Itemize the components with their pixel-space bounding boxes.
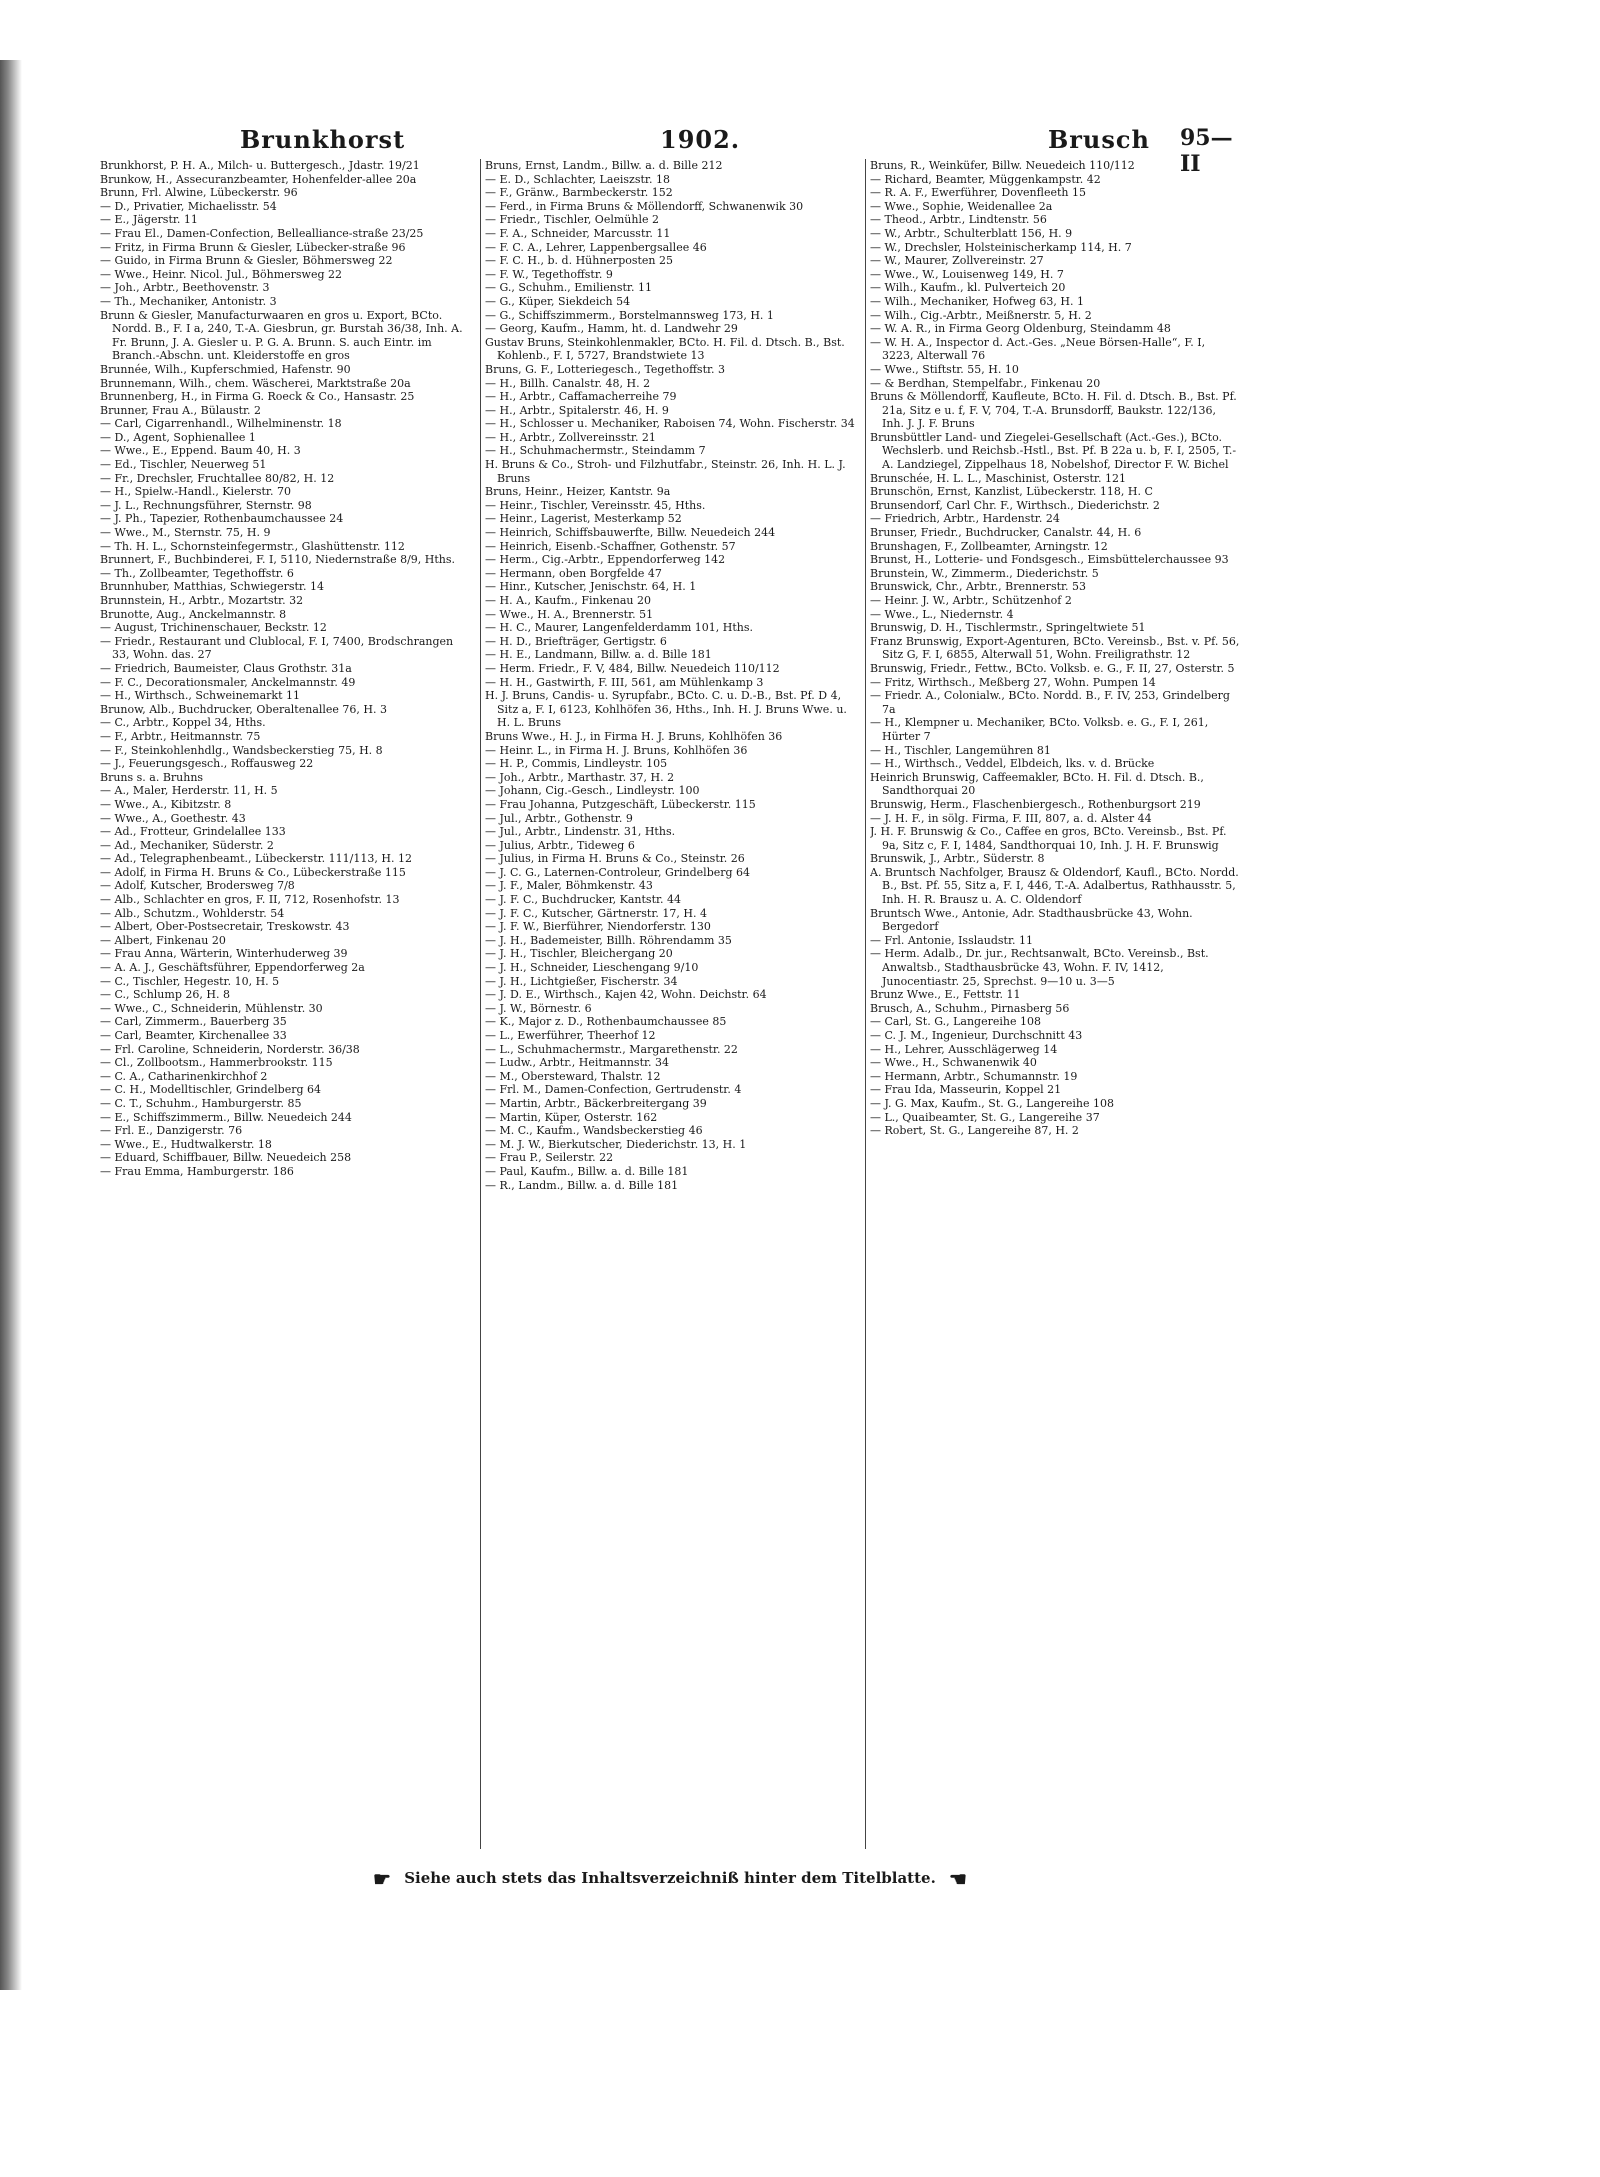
directory-entry: — H., Wirthsch., Veddel, Elbdeich, lks. v. d. Brücke xyxy=(870,757,1155,771)
column-divider xyxy=(865,159,866,1849)
directory-entry: — Heinr. L., in Firma H. J. Bruns, Kohlhöfen 36 xyxy=(485,743,748,757)
directory-entry: — H. E., Landmann, Billw. a. d. Bille 181 xyxy=(485,648,712,662)
directory-entry: — J. G. Max, Kaufm., St. G., Langereihe 108 xyxy=(870,1096,1115,1110)
directory-entry: — M. J. W., Bierkutscher, Diederichstr. 13, H. 1 xyxy=(485,1137,747,1151)
directory-entry: H. Bruns & Co., Stroh- und Filzhutfabr., Steinstr. 26, Inh. H. L. J. Bruns xyxy=(485,458,846,485)
directory-entry: — G., Schiffszimmerm., Borstelmannsweg 173, H. 1 xyxy=(485,308,774,322)
directory-entry: J. H. F. Brunswig & Co., Caffee en gros, BCto. Vereinsb., Bst. Pf. 9a, Sitz c, F. I, 1484, Sandthorquai 10, Inh. J. H. F. Brunswig xyxy=(870,825,1227,852)
directory-entry: — Robert, St. G., Langereihe 87, H. 2 xyxy=(870,1124,1079,1138)
directory-entry: — Wwe., H. A., Brennerstr. 51 xyxy=(485,607,654,621)
directory-entry: Brunschée, H. L. L., Maschinist, Osterstr. 121 xyxy=(870,471,1126,485)
directory-entry: — E. D., Schlachter, Laeiszstr. 18 xyxy=(485,172,670,186)
directory-entry: Brusch, A., Schuhm., Pirnasberg 56 xyxy=(870,1001,1070,1015)
directory-entry: Heinrich Brunswig, Caffeemakler, BCto. H. Fil. d. Dtsch. B., Sandthorquai 20 xyxy=(870,770,1204,798)
directory-entry: — Ad., Telegraphenbeamt., Lübeckerstr. 111/113, H. 12 xyxy=(100,852,412,866)
directory-entry: — F., Gränw., Barmbeckerstr. 152 xyxy=(485,186,673,200)
directory-entry: — Jul., Arbtr., Gothenstr. 9 xyxy=(485,811,633,825)
directory-entry: — Ludw., Arbtr., Heitmannstr. 34 xyxy=(485,1056,670,1070)
directory-entry: — Wwe., L., Niedernstr. 4 xyxy=(870,607,1014,621)
page-number: 95—II xyxy=(1180,125,1233,177)
directory-entry: — Herm., Cig.-Arbtr., Eppendorferweg 142 xyxy=(485,553,726,567)
directory-entry: — L., Schuhmachermstr., Margarethenstr. 22 xyxy=(485,1042,738,1056)
directory-entry: — E., Jägerstr. 11 xyxy=(100,213,198,227)
directory-entry: Brunstein, W., Zimmerm., Diederichstr. 5 xyxy=(870,566,1099,580)
directory-entry: — W., Drechsler, Holsteinischerkamp 114, H. 7 xyxy=(870,240,1132,254)
directory-entry: — Herm. Adalb., Dr. jur., Rechtsanwalt, BCto. Vereinsb., Bst. Anwaltsb., Stadthausbrücke 43, Wohn. F. IV, 1412, Junocentiastr. 25, Sprechst. 9—10 u. 3—5 xyxy=(870,947,1209,988)
directory-entry: — J. H. F., in sölg. Firma, F. III, 807, a. d. Alster 44 xyxy=(870,811,1152,825)
directory-entry: — E., Schiffszimmerm., Billw. Neuedeich 244 xyxy=(100,1110,352,1124)
directory-entry: — Frl. Antonie, Isslaudstr. 11 xyxy=(870,933,1034,947)
directory-entry: Brunn & Giesler, Manufacturwaaren en gros u. Export, BCto. Nordd. B., F. I a, 240, T.-A. Giesbrun, gr. Burstah 36/38, Inh. A. Fr. Brunn, J. A. Giesler u. P. G. A. Brunn. S. auch Eintr. im Branch.-Abschn. unt. Kleiderstoffe en gros xyxy=(100,308,463,363)
directory-entry: — Hermann, Arbtr., Schumannstr. 19 xyxy=(870,1069,1078,1083)
directory-entry: — Julius, in Firma H. Bruns & Co., Steinstr. 26 xyxy=(485,852,745,866)
directory-entry: Brunner, Frau A., Bülaustr. 2 xyxy=(100,403,262,417)
directory-entry: — Theod., Arbtr., Lindtenstr. 56 xyxy=(870,213,1047,227)
directory-entry: Brunswik, J., Arbtr., Süderstr. 8 xyxy=(870,852,1045,866)
directory-entry: Brunswick, Chr., Arbtr., Brennerstr. 53 xyxy=(870,580,1087,594)
directory-entry: — W., Arbtr., Schulterblatt 156, H. 9 xyxy=(870,226,1073,240)
footer-note xyxy=(360,1867,980,1891)
directory-entry: — H., Arbtr., Zollvereinsstr. 21 xyxy=(485,430,656,444)
directory-entry: — W., Maurer, Zollvereinstr. 27 xyxy=(870,254,1044,268)
directory-entry: — Friedrich, Baumeister, Claus Grothstr. 31a xyxy=(100,661,352,675)
directory-entry: — Frl. M., Damen-Confection, Gertrudenstr. 4 xyxy=(485,1083,742,1097)
directory-entry: — Frau Emma, Hamburgerstr. 186 xyxy=(100,1164,294,1178)
directory-entry: — H. D., Briefträger, Gertigstr. 6 xyxy=(485,634,667,648)
directory-entry: Gustav Bruns, Steinkohlenmakler, BCto. H. Fil. d. Dtsch. B., Bst. Kohlenb., F. I, 5727, Brandstwiete 13 xyxy=(485,335,845,363)
directory-entry: — Frau Anna, Wärterin, Winterhuderweg 39 xyxy=(100,947,348,961)
directory-entry: — Adolf, in Firma H. Bruns & Co., Lübeckerstraße 115 xyxy=(100,865,406,879)
directory-entry: — Wwe., Sophie, Weidenallee 2a xyxy=(870,199,1053,213)
directory-entry: — G., Küper, Siekdeich 54 xyxy=(485,294,631,308)
directory-entry: Brunz Wwe., E., Fettstr. 11 xyxy=(870,988,1021,1002)
directory-entry: — Frl. E., Danzigerstr. 76 xyxy=(100,1124,243,1138)
directory-entry: — Alb., Schlachter en gros, F. II, 712, Rosenhofstr. 13 xyxy=(100,893,400,907)
directory-entry: — Wwe., W., Louisenweg 149, H. 7 xyxy=(870,267,1064,281)
directory-entry: Bruns & Möllendorff, Kaufleute, BCto. H. Fil. d. Dtsch. B., Bst. Pf. 21a, Sitz e u. f, F. V, 704, T.-A. Brunsdorff, Baukstr. 122/136, Inh. J. J. F. Bruns xyxy=(870,390,1237,431)
directory-entry: — J. Ph., Tapezier, Rothenbaumchaussee 24 xyxy=(100,512,344,526)
directory-entry: — H. C., Maurer, Langenfelderdamm 101, Hths. xyxy=(485,621,753,635)
header-left-catchword: Brunkhorst xyxy=(240,125,406,154)
directory-entry: — H. H., Gastwirth, F. III, 561, am Mühlenkamp 3 xyxy=(485,675,764,689)
directory-entry: — Frau Johanna, Putzgeschäft, Lübeckerstr. 115 xyxy=(485,797,756,811)
directory-entry: — A., Maler, Herderstr. 11, H. 5 xyxy=(100,784,278,798)
directory-entry: — F. C. H., b. d. Hühnerposten 25 xyxy=(485,254,674,268)
directory-entry: — L., Quaibeamter, St. G., Langereihe 37 xyxy=(870,1110,1100,1124)
directory-entry: — H. P., Commis, Lindleystr. 105 xyxy=(485,757,668,771)
directory-entry: — Friedr. A., Colonialw., BCto. Nordd. B., F. IV, 253, Grindelberg 7a xyxy=(870,689,1230,716)
directory-entry: — Wilh., Kaufm., kl. Pulverteich 20 xyxy=(870,281,1066,295)
directory-entry: — Martin, Arbtr., Bäckerbreitergang 39 xyxy=(485,1096,707,1110)
directory-entry: — J. F., Maler, Böhmkenstr. 43 xyxy=(485,879,653,893)
directory-entry: Bruns, Heinr., Heizer, Kantstr. 9a xyxy=(485,485,671,499)
directory-entry: — Hinr., Kutscher, Jenischstr. 64, H. 1 xyxy=(485,580,697,594)
directory-entry: — Alb., Schutzm., Wohlderstr. 54 xyxy=(100,906,285,920)
directory-entry: — Fritz, Wirthsch., Meßberg 27, Wohn. Pumpen 14 xyxy=(870,675,1156,689)
directory-entry: — Wwe., A., Kibitzstr. 8 xyxy=(100,797,232,811)
directory-entry: — J. F. C., Buchdrucker, Kantstr. 44 xyxy=(485,893,682,907)
directory-entry: — F., Steinkohlenhdlg., Wandsbeckerstieg 75, H. 8 xyxy=(100,743,383,757)
directory-entry: — H., Schlosser u. Mechaniker, Raboisen 74, Wohn. Fischerstr. 34 xyxy=(485,417,855,431)
directory-entry: — F. A., Schneider, Marcusstr. 11 xyxy=(485,226,671,240)
header-year: 1902. xyxy=(660,125,741,154)
directory-entry: Brunn, Frl. Alwine, Lübeckerstr. 96 xyxy=(100,186,298,200)
directory-entry: — C. T., Schuhm., Hamburgerstr. 85 xyxy=(100,1096,302,1110)
directory-entry: Brunnstein, H., Arbtr., Mozartstr. 32 xyxy=(100,594,304,607)
directory-entry: — K., Major z. D., Rothenbaumchaussee 85 xyxy=(485,1015,727,1029)
directory-entry: — H., Wirthsch., Schweinemarkt 11 xyxy=(100,689,300,703)
directory-entry: Brunow, Alb., Buchdrucker, Oberaltenallee 76, H. 3 xyxy=(100,702,388,716)
directory-entry: — C. J. M., Ingenieur, Durchschnitt 43 xyxy=(870,1029,1083,1042)
pointing-hand-right-icon: ☛ xyxy=(373,1867,391,1891)
directory-entry: — J. D. E., Wirthsch., Kajen 42, Wohn. Deichstr. 64 xyxy=(485,988,767,1002)
directory-entry: — Martin, Küper, Osterstr. 162 xyxy=(485,1110,658,1124)
column-1 xyxy=(100,159,470,1849)
directory-entry: — A. A. J., Geschäftsführer, Eppendorferweg 2a xyxy=(100,961,365,975)
directory-entry: — Carl, Cigarrenhandl., Wilhelminenstr. 18 xyxy=(100,417,342,431)
directory-entry: — Wilh., Cig.-Arbtr., Meißnerstr. 5, H. 2 xyxy=(870,308,1092,322)
directory-entry: Brunotte, Aug., Anckelmannstr. 8 xyxy=(100,607,287,621)
directory-entry: — C., Schlump 26, H. 8 xyxy=(100,988,230,1002)
directory-entry: — F. C., Decorationsmaler, Anckelmannstr. 49 xyxy=(100,675,356,689)
directory-entry: — Heinrich, Eisenb.-Schaffner, Gothenstr. 57 xyxy=(485,539,736,553)
directory-entry: — Th., Zollbeamter, Tegethoffstr. 6 xyxy=(100,566,294,580)
directory-entry: Franz Brunswig, Export-Agenturen, BCto. Vereinsb., Bst. v. Pf. 56, Sitz G, F. I, 6855, Alterwall 51, Wohn. Freiligrathstr. 12 xyxy=(870,634,1240,662)
directory-entry: — Albert, Ober-Postsecretair, Treskowstr. 43 xyxy=(100,920,350,934)
directory-entry: — Wwe., A., Goethestr. 43 xyxy=(100,811,246,825)
directory-entry: — Heinr. J. W., Arbtr., Schützenhof 2 xyxy=(870,594,1072,607)
directory-entry: Bruns s. a. Bruhns xyxy=(100,770,204,784)
directory-entry: — Jul., Arbtr., Lindenstr. 31, Hths. xyxy=(485,825,676,839)
directory-entry: — Adolf, Kutscher, Brodersweg 7/8 xyxy=(100,879,295,893)
directory-entry: Brunst, H., Lotterie- und Fondsgesch., Eimsbüttelerchaussee 93 xyxy=(870,553,1229,567)
directory-entry: — Wwe., M., Sternstr. 75, H. 9 xyxy=(100,526,271,540)
directory-entry: — Heinr., Tischler, Vereinsstr. 45, Hths. xyxy=(485,498,706,512)
directory-entry: Brunnhuber, Matthias, Schwiegerstr. 14 xyxy=(100,580,324,594)
pointing-hand-left-icon: ☚ xyxy=(949,1867,967,1891)
directory-entry: A. Bruntsch Nachfolger, Brausz & Oldendorf, Kaufl., BCto. Nordd. B., Bst. Pf. 55, Sitz a, F. I, 446, T.-A. Adalbertus, Rathhausstr. 5, Inh. H. R. Brausz u. A. C. Oldendorf xyxy=(870,865,1239,907)
directory-entry: H. J. Bruns, Candis- u. Syrupfabr., BCto. C. u. D.-B., Bst. Pf. D 4, Sitz a, F. I, 6123, Kohlhöfen 36, Hths., Inh. H. J. Bruns Wwe. u. H. L. Bruns xyxy=(485,689,847,730)
footer-text: Siehe auch stets das Inhaltsverzeichniß hinter dem Titelblatte. xyxy=(404,1869,936,1887)
directory-entry: — J. C. G., Laternen-Controleur, Grindelberg 64 xyxy=(485,865,751,879)
directory-entry: — Joh., Arbtr., Beethovenstr. 3 xyxy=(100,281,270,295)
directory-entry: — F., Arbtr., Heitmannstr. 75 xyxy=(100,729,261,743)
directory-entry: Bruntsch Wwe., Antonie, Adr. Stadthausbrücke 43, Wohn. Bergedorf xyxy=(870,906,1193,934)
directory-entry: — J. H., Lichtgießer, Fischerstr. 34 xyxy=(485,974,678,988)
directory-entry: — Heinr., Lagerist, Mesterkamp 52 xyxy=(485,512,682,526)
directory-entry: — H., Schuhmachermstr., Steindamm 7 xyxy=(485,444,706,458)
directory-entry: — Th., Mechaniker, Antonistr. 3 xyxy=(100,294,277,308)
directory-entry: — M. C., Kaufm., Wandsbeckerstieg 46 xyxy=(485,1124,703,1138)
directory-entry: — R., Landm., Billw. a. d. Bille 181 xyxy=(485,1178,679,1192)
directory-entry: — Carl, Beamter, Kirchenallee 33 xyxy=(100,1029,287,1042)
directory-entry: — Hermann, oben Borgfelde 47 xyxy=(485,566,662,580)
directory-page xyxy=(100,115,1240,1915)
directory-entry: Brunswig, D. H., Tischlermstr., Springeltwiete 51 xyxy=(870,621,1146,635)
directory-entry: — Albert, Finkenau 20 xyxy=(100,933,226,947)
directory-entry: — Julius, Arbtr., Tideweg 6 xyxy=(485,838,635,852)
directory-entry: — Paul, Kaufm., Billw. a. d. Bille 181 xyxy=(485,1164,689,1178)
directory-entry: — Herm. Friedr., F. V, 484, Billw. Neuedeich 110/112 xyxy=(485,661,780,675)
scan-binding-edge xyxy=(0,60,22,1990)
directory-entry: — Wwe., Heinr. Nicol. Jul., Böhmersweg 22 xyxy=(100,267,342,281)
directory-entry: — Georg, Kaufm., Hamm, ht. d. Landwehr 29 xyxy=(485,322,738,336)
directory-entry: Bruns, G. F., Lotteriegesch., Tegethoffstr. 3 xyxy=(485,362,726,376)
directory-entry: Brunshagen, F., Zollbeamter, Arningstr. 12 xyxy=(870,539,1108,553)
directory-entry: — Ferd., in Firma Bruns & Möllendorff, Schwanenwik 30 xyxy=(485,199,804,213)
directory-entry: — Heinrich, Schiffsbauwerfte, Billw. Neuedeich 244 xyxy=(485,526,776,540)
directory-entry: — Ad., Frotteur, Grindelallee 133 xyxy=(100,825,286,839)
directory-entry: — Guido, in Firma Brunn & Giesler, Böhmersweg 22 xyxy=(100,254,393,268)
directory-entry: — Eduard, Schiffbauer, Billw. Neuedeich 258 xyxy=(100,1151,352,1165)
directory-entry: — C. A., Catharinenkirchhof 2 xyxy=(100,1069,268,1083)
directory-entry: — W. A. R., in Firma Georg Oldenburg, Steindamm 48 xyxy=(870,322,1171,336)
directory-entry: Brunsbüttler Land- und Ziegelei-Gesellschaft (Act.-Ges.), BCto. Wechslerb. und Reichsb.-Hstl., Bst. Pf. B 22a u. b, F. I, 2505, T.-A. Landziegel, Zippelhaus 18, Nobelshof, Director F. W. Bichel xyxy=(870,430,1237,472)
directory-entry: Brunswig, Herm., Flaschenbiergesch., Rothenburgsort 219 xyxy=(870,797,1201,811)
directory-entry: Bruns, Ernst, Landm., Billw. a. d. Bille 212 xyxy=(485,159,723,172)
directory-entry: — Friedr., Tischler, Oelmühle 2 xyxy=(485,213,659,227)
directory-entry: — Wwe., C., Schneiderin, Mühlenstr. 30 xyxy=(100,1001,323,1015)
directory-entry: — J. H., Schneider, Lieschengang 9/10 xyxy=(485,961,699,975)
directory-entry: Brunschön, Ernst, Kanzlist, Lübeckerstr. 118, H. C xyxy=(870,485,1153,499)
directory-entry: — C. H., Modelltischler, Grindelberg 64 xyxy=(100,1083,322,1097)
directory-entry: — Ad., Mechaniker, Süderstr. 2 xyxy=(100,838,274,852)
directory-entry: — J. H., Bademeister, Billh. Röhrendamm 35 xyxy=(485,933,732,947)
directory-entry: — Frau El., Damen-Confection, Bellealliance-straße 23/25 xyxy=(100,226,424,240)
column-divider xyxy=(480,159,481,1849)
directory-entry: — H., Arbtr., Spitalerstr. 46, H. 9 xyxy=(485,403,669,417)
directory-entry: — Carl, St. G., Langereihe 108 xyxy=(870,1015,1041,1029)
directory-entry: — H. A., Kaufm., Finkenau 20 xyxy=(485,594,651,607)
directory-entry: — Carl, Zimmerm., Bauerberg 35 xyxy=(100,1015,287,1029)
directory-entry: — H., Spielw.-Handl., Kielerstr. 70 xyxy=(100,485,291,499)
directory-entry: — Frl. Caroline, Schneiderin, Norderstr. 36/38 xyxy=(100,1042,360,1056)
directory-entry: — J. F. C., Kutscher, Gärtnerstr. 17, H. 4 xyxy=(485,906,707,920)
directory-entry: — G., Schuhm., Emilienstr. 11 xyxy=(485,281,652,295)
directory-entry: — Ed., Tischler, Neuerweg 51 xyxy=(100,458,267,472)
directory-entry: — J., Feuerungsgesch., Roffausweg 22 xyxy=(100,757,314,771)
directory-entry: — J. H., Tischler, Bleichergang 20 xyxy=(485,947,673,961)
directory-entry: — Friedr., Restaurant und Clublocal, F. I, 7400, Brodschrangen 33, Wohn. das. 27 xyxy=(100,634,454,662)
column-3 xyxy=(870,159,1240,1849)
directory-entry: — Wwe., E., Eppend. Baum 40, H. 3 xyxy=(100,444,301,458)
directory-entry: Brunnenberg, H., in Firma G. Roeck & Co., Hansastr. 25 xyxy=(100,390,415,404)
directory-entry: — J. W., Börnestr. 6 xyxy=(485,1001,592,1015)
directory-entry: — Johann, Cig.-Gesch., Lindleystr. 100 xyxy=(485,784,700,798)
directory-entry: — H., Klempner u. Mechaniker, BCto. Volksb. e. G., F. I, 261, Hürter 7 xyxy=(870,716,1209,743)
directory-entry: Brunnemann, Wilh., chem. Wäscherei, Marktstraße 20a xyxy=(100,376,411,390)
directory-entry: Brunnert, F., Buchbinderei, F. I, 5110, Niedernstraße 8/9, Hths. xyxy=(100,553,456,567)
directory-entry: — D., Privatier, Michaelisstr. 54 xyxy=(100,199,277,213)
directory-entry: — Cl., Zollbootsm., Hammerbrookstr. 115 xyxy=(100,1056,333,1070)
directory-entry: — R. A. F., Ewerführer, Dovenfleeth 15 xyxy=(870,186,1086,200)
directory-entry: — D., Agent, Sophienallee 1 xyxy=(100,430,256,444)
directory-entry: — H., Tischler, Langemühren 81 xyxy=(870,743,1051,757)
directory-entry: — H., Billh. Canalstr. 48, H. 2 xyxy=(485,376,651,390)
directory-entry: — H., Arbtr., Caffamacherreihe 79 xyxy=(485,390,677,404)
directory-entry: — Frau P., Seilerstr. 22 xyxy=(485,1151,614,1165)
directory-entry: — W. H. A., Inspector d. Act.-Ges. „Neue Börsen-Halle“, F. I, 3223, Alterwall 76 xyxy=(870,335,1206,363)
directory-entry: — J. F. W., Bierführer, Niendorferstr. 130 xyxy=(485,920,711,934)
directory-entry: — Wwe., Stiftstr. 55, H. 10 xyxy=(870,362,1019,376)
directory-entry: Brunswig, Friedr., Fettw., BCto. Volksb. e. G., F. II, 27, Osterstr. 5 xyxy=(870,661,1235,675)
directory-entry: — August, Trichinenschauer, Beckstr. 12 xyxy=(100,621,327,635)
directory-entry: — Richard, Beamter, Müggenkampstr. 42 xyxy=(870,172,1101,186)
directory-entry: — F. W., Tegethoffstr. 9 xyxy=(485,267,613,281)
header-right-catchword: Brusch xyxy=(1048,125,1150,154)
directory-entry: — C., Tischler, Hegestr. 10, H. 5 xyxy=(100,974,280,988)
directory-entry: — & Berdhan, Stempelfabr., Finkenau 20 xyxy=(870,376,1101,390)
directory-entry: — Joh., Arbtr., Marthastr. 37, H. 2 xyxy=(485,770,675,784)
directory-entry: — C., Arbtr., Koppel 34, Hths. xyxy=(100,716,266,730)
directory-entry: — L., Ewerführer, Theerhof 12 xyxy=(485,1029,656,1042)
directory-entry: Bruns Wwe., H. J., in Firma H. J. Bruns, Kohlhöfen 36 xyxy=(485,729,783,743)
directory-entry: — Fritz, in Firma Brunn & Giesler, Lübecker-straße 96 xyxy=(100,240,406,254)
directory-entry: Brunsendorf, Carl Chr. F., Wirthsch., Diederichstr. 2 xyxy=(870,498,1160,512)
directory-entry: Brunkow, H., Assecuranzbeamter, Hohenfelder-allee 20a xyxy=(100,172,417,186)
directory-entry: — M., Obersteward, Thalstr. 12 xyxy=(485,1069,661,1083)
directory-entry: — Wilh., Mechaniker, Hofweg 63, H. 1 xyxy=(870,294,1084,308)
directory-entry: — Th. H. L., Schornsteinfegermstr., Glashüttenstr. 112 xyxy=(100,539,405,553)
directory-entry: Brunnée, Wilh., Kupferschmied, Hafenstr. 90 xyxy=(100,362,351,376)
directory-entry: Brunkhorst, P. H. A., Milch- u. Buttergesch., Jdastr. 19/21 xyxy=(100,159,420,172)
directory-entry: — Wwe., E., Hudtwalkerstr. 18 xyxy=(100,1137,272,1151)
directory-entry: — Fr., Drechsler, Fruchtallee 80/82, H. 12 xyxy=(100,471,335,485)
directory-entry: — Frau Ida, Masseurin, Koppel 21 xyxy=(870,1083,1062,1097)
directory-entry: — H., Lehrer, Ausschlägerweg 14 xyxy=(870,1042,1058,1056)
directory-entry: — J. L., Rechnungsführer, Sternstr. 98 xyxy=(100,498,312,512)
directory-entry: — F. C. A., Lehrer, Lappenbergsallee 46 xyxy=(485,240,707,254)
directory-entry: Bruns, R., Weinküfer, Billw. Neuedeich 110/112 xyxy=(870,159,1135,172)
directory-entry: — Friedrich, Arbtr., Hardenstr. 24 xyxy=(870,512,1060,526)
directory-entry: — Wwe., H., Schwanenwik 40 xyxy=(870,1056,1037,1070)
directory-entry: Brunser, Friedr., Buchdrucker, Canalstr. 44, H. 6 xyxy=(870,526,1142,540)
column-2 xyxy=(485,159,855,1849)
